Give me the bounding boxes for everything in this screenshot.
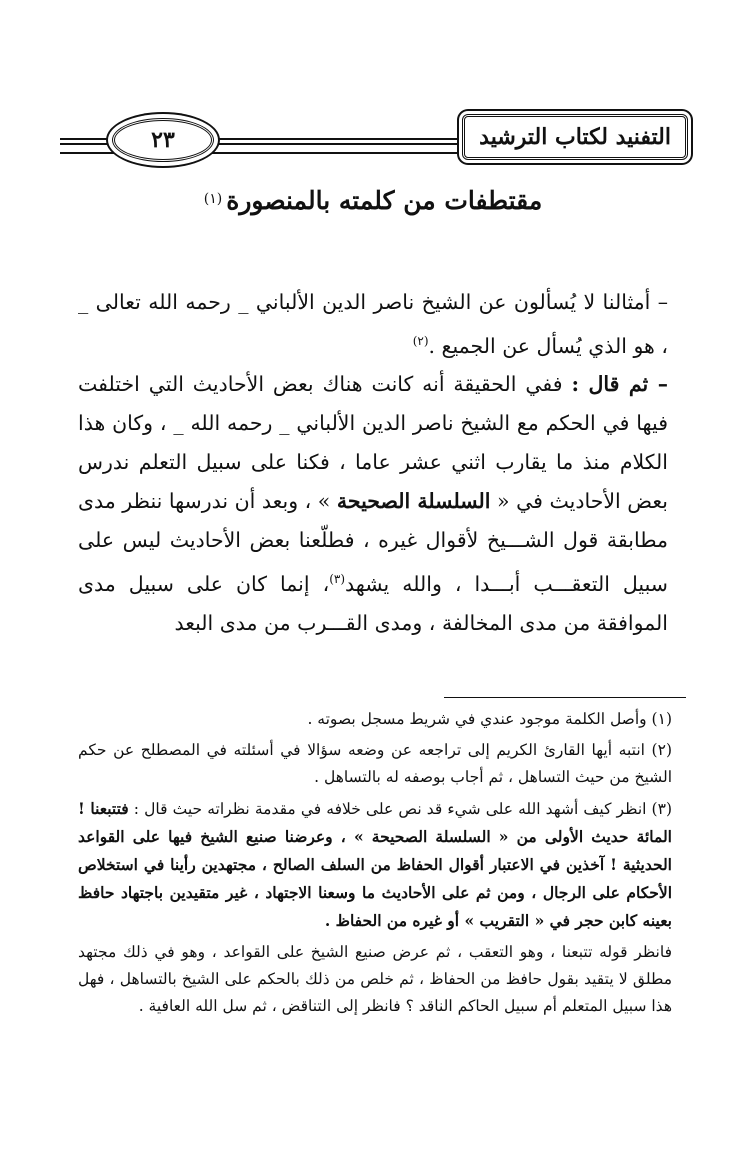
footnote-ref-2: (٢) — [412, 334, 429, 348]
footnote-3-comment: فانظر قوله تتبعنا ، وهو التعقب ، ثم عرض صنيع الشيخ على القواعد ، وهو في ذلك مجتهد مطلق لا يتقيد بقول حافظ من الحفاظ ، ثم خلص من ذلك بالحكم على الشيخ بالتساهل ، فهل هذا سبيل المتعلم أم سبيل الحاكم الناقد ؟ فانظر إلى التناقض ، ثم سل الله العافية . — [78, 943, 673, 1015]
footnote-1: (١) وأصل الكلمة موجود عندي في شريط مسجل بصوته . — [307, 710, 672, 728]
section-title-text: مقتطفات من كلمته بالمنصورة — [226, 186, 543, 215]
paragraph-1-text: – أمثالنا لا يُسألون عن الشيخ ناصر الدين الألباني _ رحمه الله تعالى _ ، هو الذي يُسأل عن الجميع . — [78, 290, 668, 358]
paragraph-2-text-c: ، إنما كان على سبيل مدى الموافقة من مدى المخالفة ، ومدى القـــرب من مدى البعد — [78, 571, 668, 635]
section-title — [0, 186, 746, 215]
book-name-silsila: السلسلة الصحيحة — [336, 489, 491, 513]
footnote-3-quote: فتتبعنا ! المائة حديث الأولى من « السلسلة الصحيحة » ، وعرضنا صنيع الشيخ فيها على القواعد الحديثية ! آخذين في الاعتبار أقوال الحفاظ من السلف الصالح ، مجتهدين رأينا في استخلاص الأحكام على الرجال ، ومن ثم على الأحاديث ما وسعنا الاجتهاد ، غير متقيدين باجتهاد حافظ بعينه كابن حجر في « التقريب » أو غيره من الحفاظ . — [78, 799, 672, 930]
footnote-3-intro: (٣) انظر كيف أشهد الله على شيء قد نص على خلافه في مقدمة نظراته حيث قال : — [128, 800, 672, 818]
paragraph-2 — [78, 365, 668, 643]
footnote-ref-3: (٣) — [329, 572, 346, 586]
footnotes — [78, 706, 672, 1024]
paragraph-2-lead: – ثم قال : — [571, 372, 668, 396]
page-number: ٢٣ — [112, 118, 214, 162]
book-title-box: التفنيد لكتاب الترشيد — [462, 114, 688, 160]
footnote-3 — [78, 795, 672, 935]
footnote-separator — [444, 697, 686, 698]
page-header — [60, 108, 688, 164]
paragraph-2-text-b: » ، وبعد أن ندرسها ننظر مدى مطابقة قول الشـــيخ لأقوال غيره ، فطلّعنا بعض الأحاديث ليس على سبيل التعقـــب أبـــدا ، والله يشهد — [78, 489, 668, 596]
paragraph-2-text-a: ففي الحقيقة أنه كانت هناك بعض الأحاديث التي اختلفت فيها في الحكم مع الشيخ ناصر الدين الألباني _ رحمه الله _ ، وكان هذا الكلام منذ ما يقارب اثني عشر عاما ، فكنا على سبيل التعلم ندرس بعض الأحاديث في « — [78, 372, 668, 513]
footnote-2: (٢) انتبه أيها القارئ الكريم إلى تراجعه عن وضعه سؤالا في أسئلته في المصطلح عن حكم الشيخ من حيث التساهل ، ثم أجاب بوصفه له بالتساهل . — [78, 741, 672, 786]
paragraph-1 — [78, 283, 668, 366]
footnote-ref-1: (١) — [203, 190, 223, 207]
